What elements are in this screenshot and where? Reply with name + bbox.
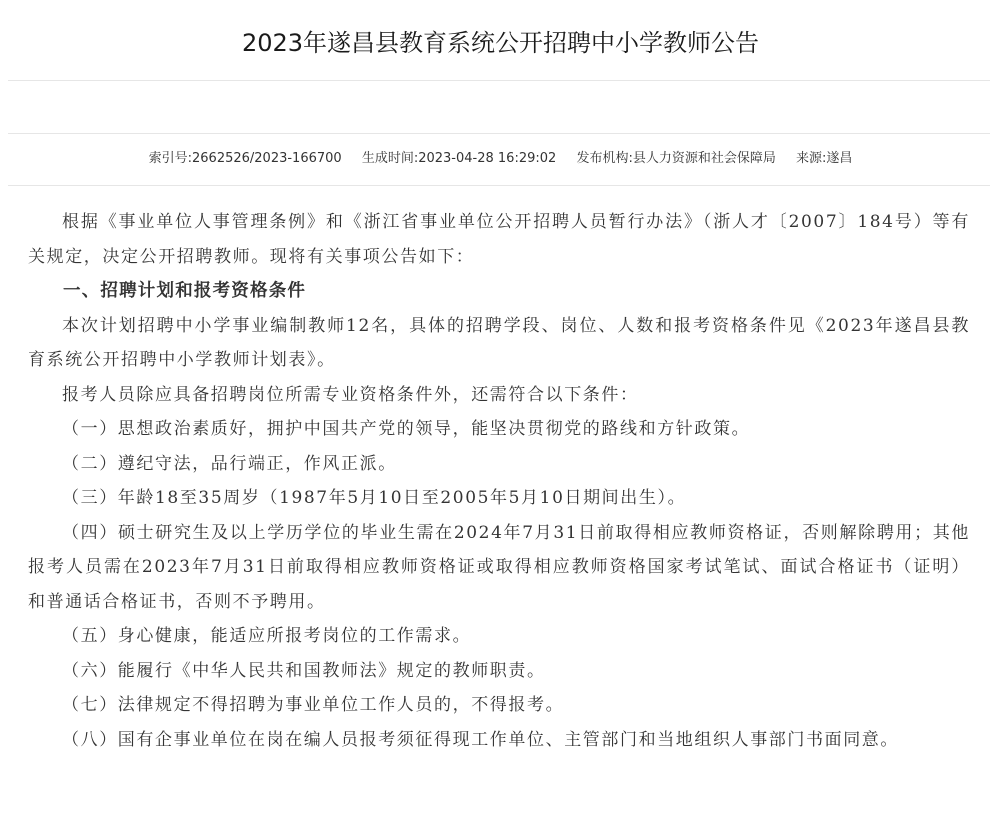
condition-item: （四）硕士研究生及以上学历学位的毕业生需在2024年7月31日前取得相应教师资格证，否则解除聘用；其他报考人员需在2023年7月31日前取得相应教师资格证或取得相应教师资格国家考试笔试、面试合格证书（证明）和普通话合格证书，否则不予聘用。 bbox=[28, 522, 970, 612]
meta-source-value: 遂昌 bbox=[826, 151, 853, 166]
meta-time-label: 生成时间: bbox=[361, 151, 419, 166]
section-heading-recruitment: 一、招聘计划和报考资格条件 bbox=[63, 281, 307, 301]
meta-org bbox=[576, 151, 775, 166]
intro-paragraph: 根据《事业单位人事管理条例》和《浙江省事业单位公开招聘人员暂行办法》（浙人才〔2007〕184号）等有关规定，决定公开招聘教师。现将有关事项公告如下： bbox=[28, 212, 970, 267]
meta-bar bbox=[0, 148, 1001, 170]
meta-source-label: 来源: bbox=[795, 151, 827, 166]
condition-item: （五）身心健康，能适应所报考岗位的工作需求。 bbox=[62, 626, 472, 646]
page-title: 2023年遂昌县教育系统公开招聘中小学教师公告 bbox=[241, 29, 760, 57]
meta-index-value: 2662526/2023-166700 bbox=[192, 151, 342, 166]
condition-item: （一）思想政治素质好，拥护中国共产党的领导，能坚决贯彻党的路线和方针政策。 bbox=[62, 419, 751, 439]
condition-item: （八）国有企事业单位在岗在编人员报考须征得现工作单位、主管部门和当地组织人事部门书面同意。 bbox=[62, 729, 899, 750]
meta-top-divider bbox=[8, 133, 990, 134]
meta-source bbox=[796, 151, 852, 166]
meta-bottom-divider bbox=[8, 185, 990, 186]
meta-time-value: 2023-04-28 16:29:02 bbox=[418, 151, 557, 166]
meta-time bbox=[362, 151, 556, 166]
condition-item: （七）法律规定不得招聘为事业单位工作人员的，不得报考。 bbox=[62, 695, 565, 715]
title-divider bbox=[8, 80, 990, 81]
conditions-intro-paragraph: 报考人员除应具备招聘岗位所需专业资格条件外，还需符合以下条件： bbox=[62, 384, 639, 405]
meta-org-label: 发布机构: bbox=[576, 151, 633, 166]
condition-item: （六）能履行《中华人民共和国教师法》规定的教师职责。 bbox=[62, 660, 546, 681]
meta-index bbox=[149, 151, 342, 166]
recruitment-plan-paragraph: 本次计划招聘中小学事业编制教师12名，具体的招聘学段、岗位、人数和报考资格条件见《2023年遂昌县教育系统公开招聘中小学教师计划表》。 bbox=[28, 315, 970, 370]
article-body bbox=[28, 205, 970, 757]
meta-index-label: 索引号: bbox=[148, 151, 192, 166]
meta-org-value: 县人力资源和社会保障局 bbox=[632, 151, 776, 166]
condition-item: （三）年龄18至35周岁（1987年5月10日至2005年5月10日期间出生）。 bbox=[62, 488, 687, 508]
condition-item: （二）遵纪守法，品行端正，作风正派。 bbox=[62, 453, 397, 474]
